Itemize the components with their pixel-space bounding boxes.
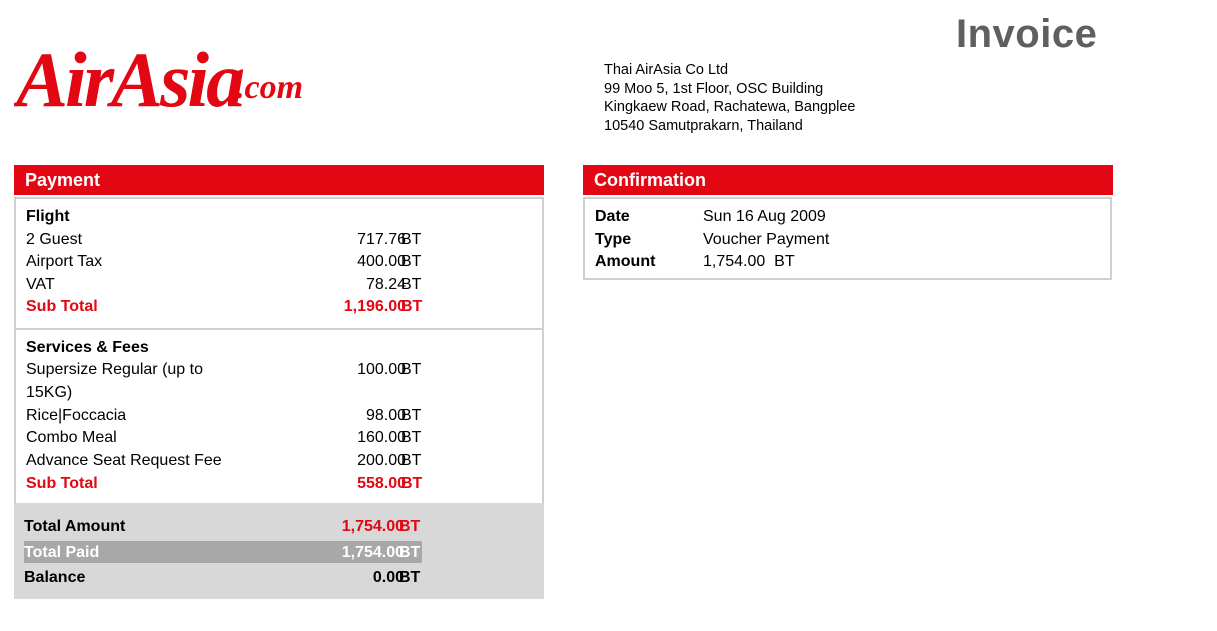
address-line: 99 Moo 5, 1st Floor, OSC Building [604, 80, 824, 97]
services-heading: Services & Fees [26, 339, 149, 356]
currency-label: BT [401, 452, 422, 469]
line-item-label: Supersize Regular (up to [26, 361, 203, 378]
flight-heading: Flight [26, 208, 70, 225]
date-label: Date [595, 208, 630, 225]
amount-value: 1,754.00 BT [703, 253, 795, 270]
currency-label: BT [401, 407, 422, 424]
currency-label: BT [401, 276, 422, 293]
line-item-amount: 98.00 [365, 407, 406, 424]
confirmation-header: Confirmation [583, 165, 1113, 195]
subtotal-label: Sub Total [26, 298, 98, 315]
currency-label: BT [399, 518, 421, 535]
line-item-amount: 160.00 [357, 429, 406, 446]
total-paid-value: 1,754.00 [341, 544, 404, 561]
line-item-amount: 200.00 [357, 452, 406, 469]
totals-panel [14, 503, 544, 599]
line-item-amount: 78.24 [365, 276, 406, 293]
payment-header: Payment [14, 165, 544, 195]
line-item-amount: 400.00 [357, 253, 406, 270]
address-line: 10540 Samutprakarn, Thailand [604, 117, 803, 134]
total-amount-value: 1,754.00 [341, 518, 404, 535]
line-item-label: Advance Seat Request Fee [26, 452, 222, 469]
flight-subtotal-row [16, 296, 436, 318]
currency-label: BT [399, 544, 421, 561]
line-item-amount: 100.00 [357, 361, 406, 378]
balance-label: Balance [24, 569, 86, 586]
line-item-label: VAT [26, 276, 55, 293]
type-label: Type [595, 231, 632, 248]
line-item-row [16, 359, 436, 381]
line-item-amount: 717.76 [357, 231, 406, 248]
currency-label: BT [399, 569, 421, 586]
services-subtotal-row [16, 473, 436, 495]
currency-label: BT [401, 298, 423, 315]
invoice-title: Invoice [956, 12, 1098, 56]
line-item-row [16, 274, 436, 296]
line-item-label: 15KG) [26, 384, 73, 401]
currency-label: BT [401, 253, 422, 270]
total-amount-label: Total Amount [24, 518, 126, 535]
line-item-row-continuation [16, 382, 436, 404]
company-address [604, 61, 856, 135]
currency-label: BT [401, 361, 422, 378]
subtotal-label: Sub Total [26, 475, 98, 492]
line-item-label: Rice|Foccacia [26, 407, 127, 424]
line-item-label: Combo Meal [26, 429, 117, 446]
line-item-label: 2 Guest [26, 231, 83, 248]
line-item-row [16, 229, 436, 251]
airasia-logo [14, 28, 314, 132]
currency-label: BT [401, 231, 422, 248]
subtotal-amount: 558.00 [357, 475, 406, 492]
amount-label: Amount [595, 253, 656, 270]
line-item-row [16, 427, 436, 449]
section-divider [16, 328, 542, 330]
type-value: Voucher Payment [703, 231, 830, 248]
confirmation-box [583, 197, 1112, 280]
address-line: Thai AirAsia Co Ltd [604, 62, 729, 78]
svg-text:AirAsia: AirAsia [16, 36, 243, 123]
balance-value: 0.00 [372, 569, 404, 586]
line-item-row [16, 450, 436, 472]
currency-label: BT [401, 475, 423, 492]
line-item-row [16, 251, 436, 273]
total-amount-row [14, 516, 434, 538]
subtotal-amount: 1,196.00 [343, 298, 406, 315]
line-item-row [16, 405, 436, 427]
line-item-label: Airport Tax [26, 253, 103, 270]
currency-label: BT [401, 429, 422, 446]
balance-row [14, 567, 434, 589]
address-line: Kingkaew Road, Rachatewa, Bangplee [604, 99, 856, 115]
total-paid-label: Total Paid [24, 544, 100, 561]
date-value: Sun 16 Aug 2009 [703, 208, 826, 225]
svg-text:.com: .com [236, 69, 304, 106]
total-paid-row [14, 542, 434, 564]
